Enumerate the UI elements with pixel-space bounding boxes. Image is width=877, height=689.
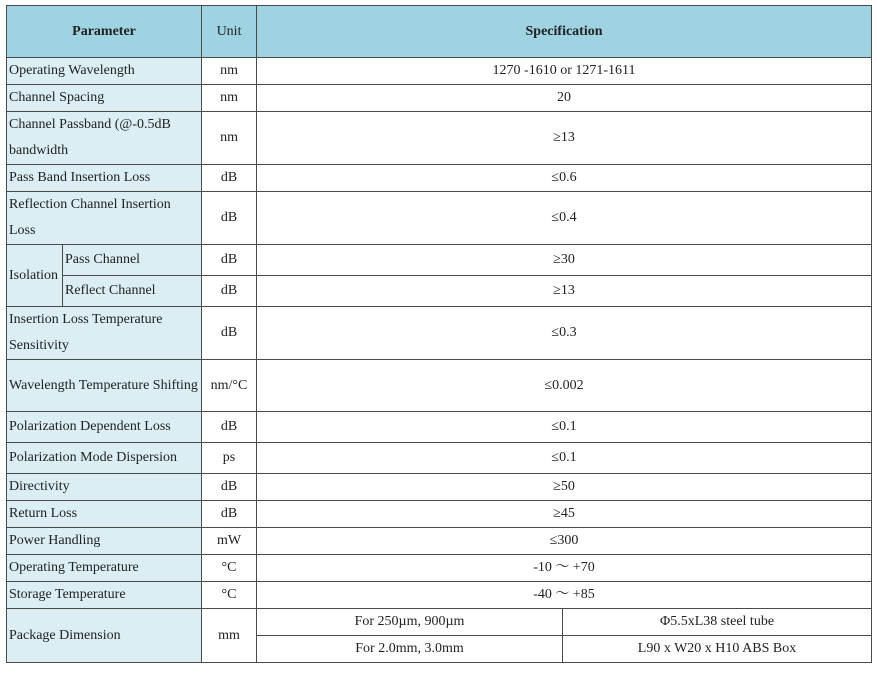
isolation-row-reflect — [7, 276, 872, 307]
unit-cell: dB — [202, 307, 257, 360]
unit-cell: dB — [202, 474, 257, 501]
table-row — [7, 165, 872, 192]
table-row — [7, 58, 872, 85]
package-param-cell: Package Dimension — [7, 609, 202, 663]
spec-cell: -40 ～ +85 — [257, 582, 872, 609]
package-fiber-b: For 2.0mm, 3.0mm — [257, 636, 563, 663]
param-cell: Operating Temperature — [7, 555, 202, 582]
package-spec-b: L90 x W20 x H10 ABS Box — [563, 636, 872, 663]
specification-table — [6, 5, 872, 663]
spec-cell: ≤0.4 — [257, 192, 872, 245]
header-specification: Specification — [257, 6, 872, 58]
param-cell: Pass Band Insertion Loss — [7, 165, 202, 192]
table-row — [7, 501, 872, 528]
package-spec-a: Φ5.5xL38 steel tube — [563, 609, 872, 636]
param-cell: Operating Wavelength — [7, 58, 202, 85]
table-row — [7, 360, 872, 412]
unit-cell: dB — [202, 165, 257, 192]
unit-cell: mW — [202, 528, 257, 555]
unit-cell: dB — [202, 276, 257, 307]
spec-cell: ≥50 — [257, 474, 872, 501]
param-cell: Power Handling — [7, 528, 202, 555]
table-row — [7, 307, 872, 360]
table-row — [7, 474, 872, 501]
unit-cell: dB — [202, 245, 257, 276]
unit-cell: dB — [202, 192, 257, 245]
param-cell: Directivity — [7, 474, 202, 501]
unit-cell: dB — [202, 412, 257, 443]
table-row — [7, 582, 872, 609]
param-cell: Channel Passband (@-0.5dB bandwidth — [7, 112, 202, 165]
isolation-row-pass — [7, 245, 872, 276]
table-row — [7, 412, 872, 443]
param-cell: Polarization Dependent Loss — [7, 412, 202, 443]
header-parameter: Parameter — [7, 6, 202, 58]
header-row — [7, 6, 872, 58]
unit-cell: nm — [202, 112, 257, 165]
table-row — [7, 112, 872, 165]
isolation-label: Isolation — [7, 245, 63, 307]
spec-cell: 1270 -1610 or 1271-1611 — [257, 58, 872, 85]
unit-cell: °C — [202, 582, 257, 609]
table-row — [7, 443, 872, 474]
table-row — [7, 192, 872, 245]
spec-cell: ≥45 — [257, 501, 872, 528]
unit-cell: dB — [202, 501, 257, 528]
header-unit: Unit — [202, 6, 257, 58]
param-cell: Reflection Channel Insertion Loss — [7, 192, 202, 245]
unit-cell: °C — [202, 555, 257, 582]
spec-cell: ≤0.002 — [257, 360, 872, 412]
param-cell: Insertion Loss Temperature Sensitivity — [7, 307, 202, 360]
param-cell: Wavelength Temperature Shifting — [7, 360, 202, 412]
spec-cell: ≥30 — [257, 245, 872, 276]
spec-cell: ≥13 — [257, 276, 872, 307]
table-row — [7, 85, 872, 112]
spec-cell: -10 ～ +70 — [257, 555, 872, 582]
spec-cell: ≤0.1 — [257, 443, 872, 474]
unit-cell: nm — [202, 58, 257, 85]
table-row — [7, 555, 872, 582]
param-cell: Polarization Mode Dispersion — [7, 443, 202, 474]
spec-cell: ≤0.1 — [257, 412, 872, 443]
param-cell: Storage Temperature — [7, 582, 202, 609]
spec-cell: 20 — [257, 85, 872, 112]
param-cell: Return Loss — [7, 501, 202, 528]
unit-cell: nm — [202, 85, 257, 112]
spec-cell: ≤0.6 — [257, 165, 872, 192]
package-unit-cell: mm — [202, 609, 257, 663]
table-row — [7, 528, 872, 555]
spec-cell: ≤300 — [257, 528, 872, 555]
param-cell: Pass Channel — [63, 245, 202, 276]
spec-cell: ≥13 — [257, 112, 872, 165]
param-cell: Reflect Channel — [63, 276, 202, 307]
unit-cell: ps — [202, 443, 257, 474]
spec-cell: ≤0.3 — [257, 307, 872, 360]
unit-cell: nm/°C — [202, 360, 257, 412]
param-cell: Channel Spacing — [7, 85, 202, 112]
package-row-a — [7, 609, 872, 636]
package-fiber-a: For 250µm, 900µm — [257, 609, 563, 636]
